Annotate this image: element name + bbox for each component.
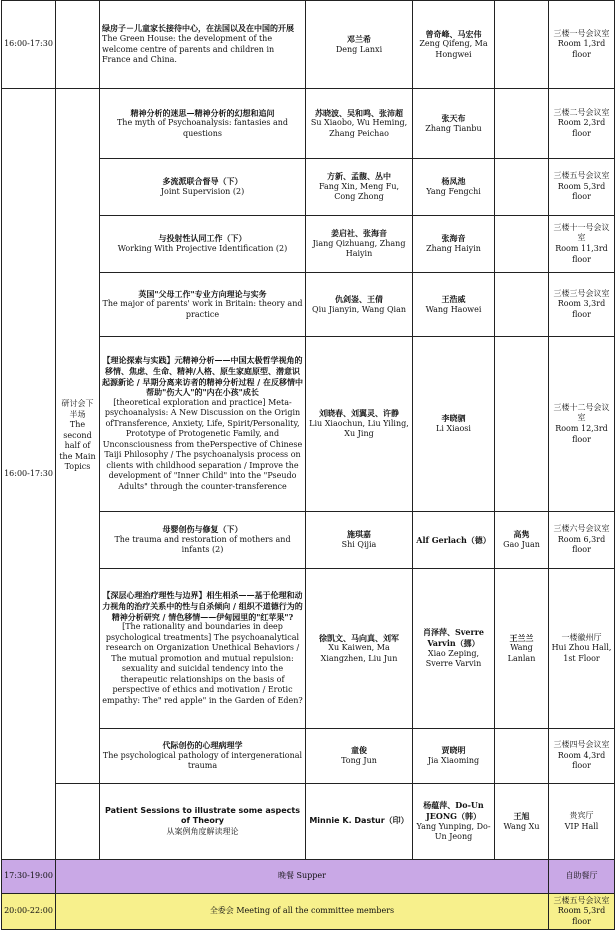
translator-zh: 杨蕴萍、Do-Un JEONG（韩） — [423, 800, 484, 821]
speaker-zh: Minnie K. Dastur（印） — [309, 816, 409, 826]
topic-zh: 与投射性认同工作（下） — [158, 233, 247, 244]
topic-zh: 从案例角度解读理论 — [166, 826, 239, 836]
topic-zh: 【理论探索与实践】元精神分析——中国太极哲学视角的移情、焦虑、生命、精神/人格、原生家庭原型、潜意识起源新论 / 早期分离来访者的精神分析过程 / 在反移情中帮助"伤大人"的"内在小孩"成长 — [102, 355, 303, 398]
speaker-cell — [306, 159, 413, 216]
supper-label: 晚餐 Supper — [56, 860, 549, 894]
topic-cell — [100, 89, 306, 159]
speaker-en: Fang Xin, Meng Fu, Cong Zhong — [318, 181, 400, 202]
topic-zh: 精神分析的迷思—精神分析的幻想和追问 — [130, 107, 275, 118]
topic-cell — [100, 784, 306, 860]
translator-en: Yang Fengchi — [426, 187, 481, 196]
room-zh: 三楼四号会议室 — [553, 740, 610, 750]
room-zh: 三楼十一号会议室 — [553, 222, 610, 243]
translator-cell — [413, 89, 495, 159]
time-cell: 16:00-17:30 — [2, 89, 56, 860]
room-cell — [549, 1, 615, 89]
speaker-zh: 苏晓波、吴和鸣、张沛超 — [315, 107, 403, 118]
topic-cell — [100, 273, 306, 337]
topic-en: The psychological pathology of intergenerational trauma — [102, 750, 303, 771]
time-cell: 20:00-22:00 — [2, 894, 56, 930]
room-cell — [549, 89, 615, 159]
speaker-zh: 童俊 — [351, 745, 367, 756]
topic-zh: 绿房子－儿童家长接待中心，在法国以及在中国的开展 — [102, 23, 294, 34]
translator-cell — [413, 512, 495, 569]
topic-cell — [100, 216, 306, 273]
room-en: Room 1,3rd floor — [557, 39, 606, 59]
room-zh: 三楼三号会议室 — [553, 288, 610, 298]
session-cell — [56, 89, 100, 784]
speaker-en: Su Xiaobo, Wu Heming, Zhang Peichao — [310, 118, 408, 138]
extra-cell — [495, 569, 549, 729]
speaker-en: Liu Xiaochun, Liu Yiling, Xu Jing — [309, 418, 409, 439]
extra-cell — [495, 337, 549, 512]
extra-cell — [495, 216, 549, 273]
time-cell: 17:30-19:00 — [2, 860, 56, 894]
speaker-cell — [306, 89, 413, 159]
translator-en: Li Xiaosi — [436, 424, 471, 433]
translator-cell — [413, 273, 495, 337]
topic-en: Working With Projective Identification (2) — [117, 244, 288, 253]
speaker-en: Xu Kaiwen, Ma Xiangzhen, Liu Jun — [320, 643, 398, 663]
topic-en: The major of parents' work in Britain: theory and practice — [102, 299, 303, 319]
translator-zh: 王浩威 — [441, 293, 466, 304]
session-zh: 研讨会下半场 — [61, 399, 94, 419]
room-zh: 三楼五号会议室 — [553, 171, 610, 181]
table-row — [2, 1, 615, 89]
translator-zh: 张海音 — [441, 233, 466, 244]
room-cell: 自助餐厅 — [549, 860, 615, 894]
extra-zh: 高隽 — [513, 529, 530, 540]
extra-cell — [495, 784, 549, 860]
room-cell — [549, 159, 615, 216]
table-row — [2, 784, 615, 860]
speaker-zh: 刘晓春、刘翼灵、许静 — [319, 408, 399, 419]
room-cell — [549, 894, 615, 930]
topic-zh: 英国"父母工作"专业方向理论与实务 — [138, 288, 267, 299]
speaker-zh: 仇剑崟、王倩 — [335, 293, 383, 304]
room-en: Room 5,3rd floor — [557, 906, 606, 926]
topic-en: The myth of Psychoanalysis: fantasies and questions — [116, 118, 289, 138]
schedule-table — [1, 0, 615, 930]
extra-cell — [495, 729, 549, 784]
topic-cell — [100, 337, 306, 512]
room-en: Hui Zhou Hall, 1st Floor — [551, 643, 612, 663]
session-en: The second half of the Main Topics — [59, 420, 96, 472]
extra-en: Wang Xu — [503, 821, 540, 831]
room-en: VIP Hall — [564, 821, 599, 831]
topic-en: The Green House: the development of the welcome centre of parents and children in France and China. — [102, 33, 275, 65]
translator-cell — [413, 216, 495, 273]
room-zh: 三楼一号会议室 — [553, 28, 610, 38]
room-zh: 三楼二号会议室 — [553, 107, 610, 117]
room-en: Room 5,3rd floor — [557, 181, 606, 202]
speaker-cell — [306, 1, 413, 89]
topic-zh: 母婴创伤与修复（下） — [162, 524, 243, 535]
room-cell — [549, 729, 615, 784]
topic-cell — [100, 729, 306, 784]
room-cell — [549, 337, 615, 512]
translator-en: Yang Yunping, Do-Un Jeong — [416, 821, 491, 842]
speaker-en: Jiang Qizhuang, Zhang Haiyin — [312, 238, 406, 259]
translator-zh: 杨凤池 — [441, 176, 466, 187]
extra-cell — [495, 273, 549, 337]
topic-zh: 代际创伤的心理病理学 — [162, 740, 243, 751]
time-cell: 16:00-17:30 — [2, 1, 56, 89]
room-en: Room 11,3rd floor — [555, 244, 608, 264]
supper-row — [2, 860, 615, 894]
speaker-zh: 邓兰希 — [347, 33, 371, 44]
topic-cell — [100, 512, 306, 569]
topic-cell — [100, 1, 306, 89]
extra-cell — [495, 89, 549, 159]
speaker-cell — [306, 569, 413, 729]
translator-cell — [413, 569, 495, 729]
extra-cell — [495, 159, 549, 216]
translator-cell — [413, 729, 495, 784]
topic-zh: 多流派联合督导（下） — [162, 176, 243, 187]
speaker-en: Tong Jun — [341, 756, 377, 765]
translator-zh: 贾晓明 — [441, 745, 466, 756]
meeting-row — [2, 894, 615, 930]
speaker-en: Deng Lanxi — [335, 44, 383, 54]
room-zh: 三楼六号会议室 — [553, 524, 610, 534]
translator-zh: 张天布 — [441, 112, 466, 123]
room-cell — [549, 216, 615, 273]
room-en: Room 4,3rd floor — [557, 750, 606, 771]
extra-cell — [495, 1, 549, 89]
room-cell — [549, 569, 615, 729]
room-en: Room 12,3rd floor — [555, 424, 608, 444]
extra-zh: 王兰兰 — [509, 632, 534, 643]
room-zh: 一楼徽州厅 — [561, 632, 602, 642]
translator-en: Zhang Tianbu — [425, 123, 482, 133]
room-zh: 贵宾厅 — [569, 810, 594, 820]
topic-zh: 【深层心理治疗理性与边界】相生相杀——基于伦理和动力视角的治疗关系中的性与自杀倾向 / 组织不道德行为的精神分析研究 / 情色移情——伊甸园里的"红苹果"? — [102, 590, 303, 622]
translator-zh: Alf Gerlach（德） — [416, 534, 491, 545]
session-cell — [56, 1, 100, 89]
topic-en: The trauma and restoration of mothers and infants (2) — [114, 534, 291, 555]
extra-en: Gao Juan — [503, 540, 540, 549]
room-cell — [549, 512, 615, 569]
room-en: Room 6,3rd floor — [557, 534, 606, 555]
translator-en: Wang Haowei — [425, 304, 482, 314]
speaker-cell — [306, 273, 413, 337]
speaker-en: Qiu Jianyin, Wang Qian — [312, 304, 406, 314]
translator-en: Zhang Haiyin — [426, 244, 481, 253]
topic-cell — [100, 159, 306, 216]
translator-cell — [413, 159, 495, 216]
speaker-cell — [306, 216, 413, 273]
translator-cell — [413, 337, 495, 512]
speaker-cell — [306, 337, 413, 512]
topic-en: Joint Supervision (2) — [160, 187, 245, 196]
speaker-en: Shi Qijia — [341, 540, 377, 549]
meeting-label: 全委会 Meeting of all the committee members — [56, 894, 549, 930]
translator-cell — [413, 1, 495, 89]
extra-zh: 王旭 — [513, 810, 530, 821]
speaker-zh: 姜启社、张海音 — [331, 228, 387, 239]
topic-en: [theoretical exploration and practice] Meta-psychoanalysis: A New Discussion on the Origin ofTransference, Anxiety, Life, Spirit/Personality, Prototype of Protogenetic Family, and Unconsciousness from thePerspective of Chinese Taiji Philosophy / The psychoanalysis process on clients with childhood separation / Improve the development of "Inner Child" into the "Pseudo Adults" through the counter-transference — [102, 397, 303, 491]
topic-en: [The rationality and boundaries in deep psychological treatments] The psychoanalytical research on Organization Unethical Behaviors / The mutual promotion and mutual repulsion: sexuality and suicidal tendency into the therapeutic relationships on the basis of perspective of ethics and motivation / Erotic empathy: The" red apple" in the Garden of Eden? — [102, 622, 303, 705]
translator-zh: 肖泽萍、Sverre Varvin（挪） — [422, 627, 485, 648]
translator-en: Zeng Qifeng, Ma Hongwei — [419, 39, 488, 59]
extra-cell — [495, 512, 549, 569]
table-row — [2, 89, 615, 159]
speaker-cell — [306, 784, 413, 860]
speaker-zh: 方新、孟馥、丛中 — [327, 171, 391, 182]
room-cell — [549, 273, 615, 337]
room-zh: 三楼五号会议室 — [553, 895, 610, 905]
translator-zh: 李晓驷 — [441, 413, 466, 424]
translator-zh: 曾奇峰、马宏伟 — [425, 28, 482, 39]
session-cell — [56, 784, 100, 860]
topic-en: Patient Sessions to illustrate some aspects of Theory — [105, 805, 300, 826]
translator-en: Xiao Zeping, Sverre Varvin — [425, 648, 482, 669]
translator-en: Jia Xiaoming — [427, 756, 480, 765]
speaker-cell — [306, 512, 413, 569]
room-zh: 三楼十二号会议室 — [553, 402, 610, 423]
speaker-zh: 施琪嘉 — [347, 529, 371, 540]
speaker-cell — [306, 729, 413, 784]
room-cell — [549, 784, 615, 860]
extra-en: Wang Lanlan — [507, 643, 536, 663]
speaker-zh: 徐凯文、马向真、刘军 — [319, 632, 399, 643]
translator-cell — [413, 784, 495, 860]
topic-cell — [100, 569, 306, 729]
room-en: Room 3,3rd floor — [557, 299, 606, 319]
room-en: Room 2,3rd floor — [557, 118, 606, 138]
